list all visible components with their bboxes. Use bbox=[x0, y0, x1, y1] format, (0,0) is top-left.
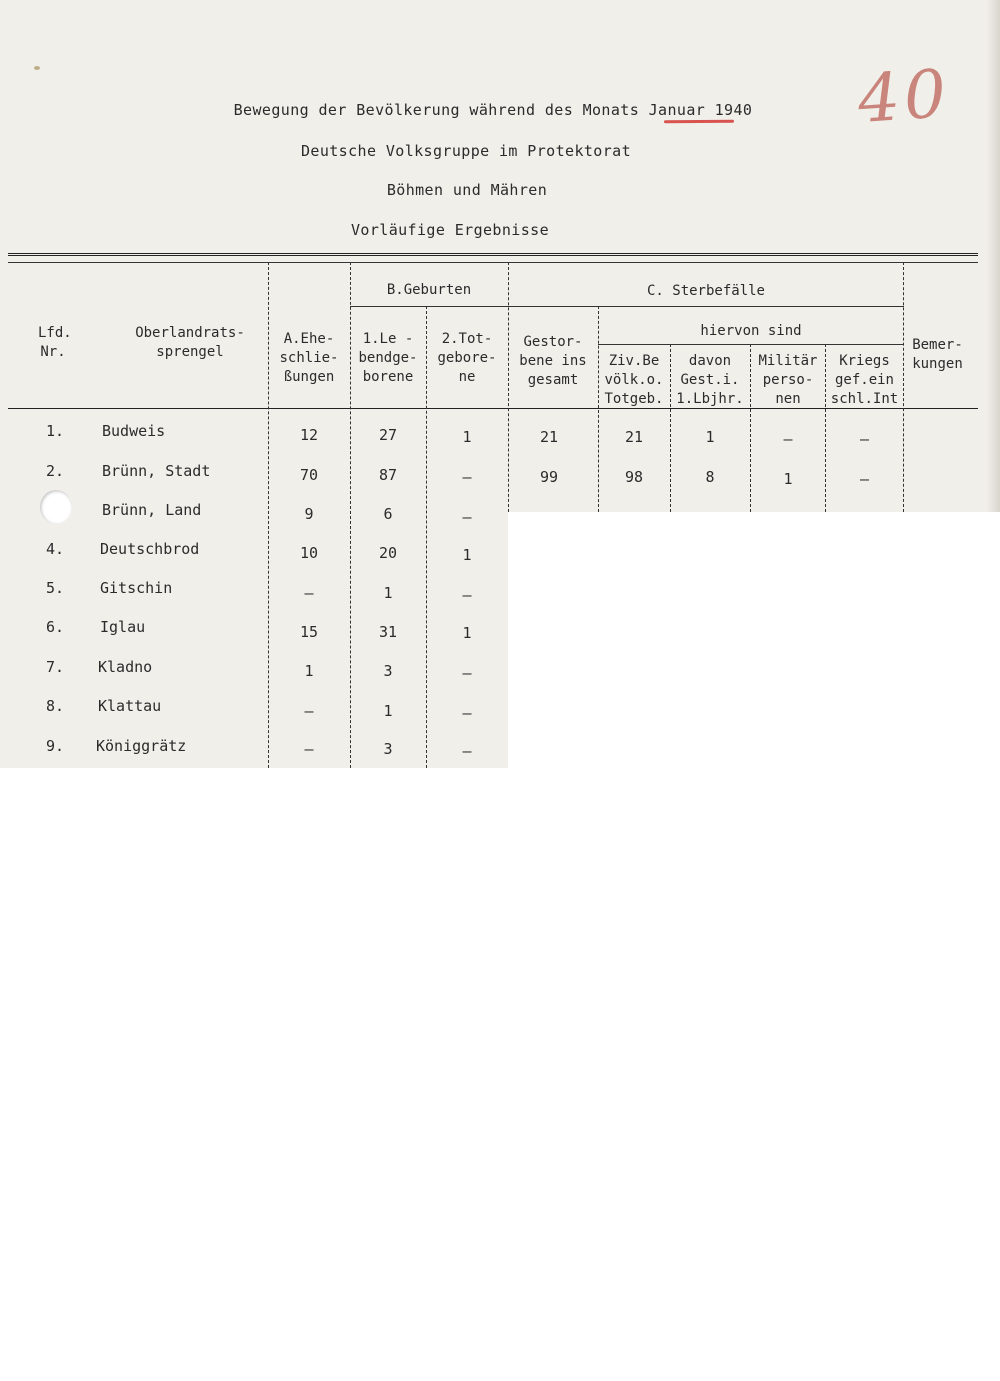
row-name: Klattau bbox=[98, 697, 162, 715]
row-tot: 1 bbox=[462, 428, 472, 446]
header-davon: davon Gest.i. 1.Lbjhr. bbox=[676, 353, 744, 407]
title-line-3: Böhmen und Mähren bbox=[386, 181, 548, 199]
row-name: Iglau bbox=[100, 618, 146, 636]
row-name: Brünn, Stadt bbox=[102, 462, 211, 480]
col-line-3 bbox=[426, 306, 427, 768]
row-ehe: – bbox=[304, 740, 314, 758]
row-ehe: 10 bbox=[299, 544, 319, 562]
col-line-5 bbox=[598, 306, 599, 512]
header-bemerkungen: Bemer- kungen bbox=[912, 337, 963, 372]
row-lebend: 1 bbox=[383, 702, 393, 720]
col-line-7 bbox=[750, 344, 751, 512]
row-davon: 8 bbox=[705, 468, 715, 486]
row-lebend: 6 bbox=[383, 505, 393, 523]
header-ehe: A.Ehe- schlie- ßungen bbox=[279, 331, 339, 385]
row-name: Gitschin bbox=[100, 579, 173, 597]
row-lebend: 20 bbox=[378, 544, 398, 562]
row-ehe: 9 bbox=[304, 505, 314, 523]
header-ziv: Ziv.Be völk.o. Totgeb. bbox=[604, 353, 664, 407]
row-lebend: 3 bbox=[383, 662, 393, 680]
month-underline bbox=[664, 120, 734, 124]
paper-speck bbox=[34, 66, 40, 70]
row-gest: 21 bbox=[539, 428, 559, 446]
row-mil: 1 bbox=[783, 470, 793, 488]
title-year: 1940 bbox=[714, 101, 753, 119]
row-tot: – bbox=[462, 468, 472, 486]
header-lfd-nr: Lfd. Nr. bbox=[38, 325, 72, 360]
row-tot: – bbox=[462, 742, 472, 760]
row-nr: 6. bbox=[45, 618, 65, 636]
row-lebend: 27 bbox=[378, 426, 398, 444]
row-nr: 8. bbox=[45, 697, 65, 715]
row-ehe: 70 bbox=[299, 466, 319, 484]
row-lebend: 87 bbox=[378, 466, 398, 484]
header-rule-geburten bbox=[350, 306, 508, 307]
missing-scan-region bbox=[508, 512, 1000, 768]
row-nr: 5. bbox=[45, 579, 65, 597]
row-lebend: 1 bbox=[383, 584, 393, 602]
row-mil: – bbox=[783, 430, 793, 448]
header-hiervon: hiervon sind bbox=[700, 323, 802, 339]
title-month: Januar bbox=[648, 101, 706, 119]
header-lebend: 1.Le - bendge- borene bbox=[358, 331, 418, 385]
row-ehe: 1 bbox=[304, 662, 314, 680]
row-lebend: 31 bbox=[378, 623, 398, 641]
col-line-2 bbox=[350, 262, 351, 768]
title-line-2: Deutsche Volksgruppe im Protektorat bbox=[300, 142, 632, 160]
row-davon: 1 bbox=[705, 428, 715, 446]
col-line-1 bbox=[268, 262, 269, 768]
col-line-4 bbox=[508, 262, 509, 512]
row-tot: 1 bbox=[462, 624, 472, 642]
row-ehe: 12 bbox=[299, 426, 319, 444]
row-ziv: 98 bbox=[624, 468, 644, 486]
row-ehe: – bbox=[304, 584, 314, 602]
row-gest: 99 bbox=[539, 468, 559, 486]
row-nr: 4. bbox=[45, 540, 65, 558]
header-gestorbene: Gestor- bene ins gesamt bbox=[519, 334, 587, 388]
title-line-4: Vorläufige Ergebnisse bbox=[350, 221, 550, 239]
row-tot: 1 bbox=[462, 546, 472, 564]
row-name: Budweis bbox=[102, 422, 166, 440]
header-sterbe: C. Sterbefälle bbox=[646, 283, 765, 299]
row-name: Kladno bbox=[98, 658, 153, 676]
col-line-9 bbox=[903, 262, 904, 512]
header-rule-hiervon bbox=[598, 344, 904, 345]
row-krieg: – bbox=[859, 470, 870, 488]
header-sprengel: Oberlandrats- sprengel bbox=[135, 325, 245, 360]
title-line-1 bbox=[0, 101, 993, 119]
row-nr: 7. bbox=[45, 658, 65, 676]
row-krieg: – bbox=[859, 430, 870, 448]
title-prefix: Bewegung der Bevölkerung während des Monats bbox=[233, 101, 640, 119]
header-kriegs: Kriegs gef.ein schl.Int bbox=[830, 353, 899, 407]
row-ehe: – bbox=[304, 702, 314, 720]
header-rule-sterbe bbox=[508, 306, 904, 307]
row-tot: – bbox=[462, 508, 472, 526]
row-name: Brünn, Land bbox=[102, 501, 202, 519]
table-top-rule-2 bbox=[8, 262, 978, 263]
row-tot: – bbox=[462, 664, 472, 682]
row-ehe: 15 bbox=[299, 623, 319, 641]
punch-hole bbox=[40, 490, 72, 524]
handwritten-page-number: 40 bbox=[855, 54, 953, 139]
col-line-8 bbox=[825, 344, 826, 512]
row-tot: – bbox=[462, 704, 472, 722]
row-name: Königgrätz bbox=[96, 737, 187, 755]
table-top-rule bbox=[8, 253, 978, 256]
header-geburten: B.Geburten bbox=[386, 282, 472, 298]
row-lebend: 3 bbox=[383, 740, 393, 758]
paper-edge-shadow bbox=[986, 0, 1000, 512]
col-line-6 bbox=[670, 344, 671, 512]
row-name: Deutschbrod bbox=[100, 540, 200, 558]
row-nr: 1. bbox=[45, 422, 65, 440]
row-tot: – bbox=[462, 586, 472, 604]
header-militaer: Militär perso- nen bbox=[758, 353, 818, 407]
row-nr: 9. bbox=[45, 737, 65, 755]
row-nr: 2. bbox=[45, 462, 65, 480]
header-tot: 2.Tot- gebore- ne bbox=[437, 331, 497, 385]
row-ziv: 21 bbox=[624, 428, 644, 446]
